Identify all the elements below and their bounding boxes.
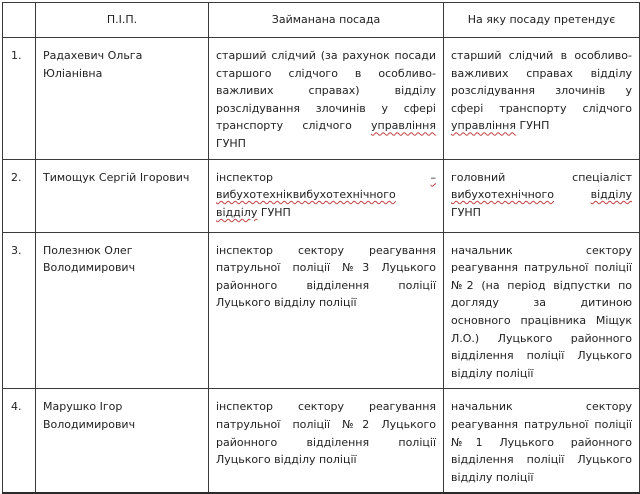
table-row: [3, 389, 640, 493]
text-run: інспектор: [216, 170, 431, 184]
applied-position-cell: [444, 159, 640, 232]
text-run: ГУНП: [257, 205, 291, 219]
misspelled-word: –: [430, 170, 436, 184]
current-position-cell: [209, 159, 444, 232]
text-run: начальник сектору реагування патрульної поліції №2 (на період відпустки по догляду за дитиною основного працівника Міщук Л.О.) Луцького районного відділення поліції Луцького відділу поліції: [451, 243, 632, 380]
row-number-cell: 4.: [3, 389, 36, 493]
text-run: головний спеціаліст: [451, 170, 632, 184]
current-position-cell: [209, 232, 444, 389]
header-number: [3, 3, 36, 38]
text-run: начальник сектору реагування патрульної поліції №1 Луцького районного відділення поліції Луцького відділу поліції: [451, 400, 632, 484]
header-applied-position: На яку посаду претендує: [444, 3, 640, 38]
misspelled-word: вибухотехніквибухотехнічного: [216, 188, 396, 202]
text-run: ГУНП: [516, 119, 550, 133]
table-row: [3, 38, 640, 160]
applied-position-cell: [444, 232, 640, 389]
table-row: [3, 159, 640, 232]
applied-position-cell: [444, 38, 640, 160]
current-position-cell: [209, 38, 444, 160]
text-run: старший слідчий в особливо-важливих справах відділу розслідування злочинів у сфері транспорту слідчого: [451, 49, 632, 115]
text-run: старший слідчий (за рахунок посади старшого слідчого в особливо-важливих справах) відділу розслідування злочинів у сфері транспорту слідчого: [216, 49, 436, 133]
misspelled-word: управління: [371, 119, 436, 133]
table-row: [3, 232, 640, 389]
text-run: інспектор сектору реагування патрульної поліції №3 Луцького районного відділення поліції Луцького відділу поліції: [216, 243, 436, 310]
person-name-cell: Тимощук Сергій Ігорович: [36, 159, 209, 232]
header-name: П.І.П.: [36, 3, 209, 38]
applied-position-cell: [444, 389, 640, 493]
table-header-row: [3, 3, 640, 38]
row-number-cell: 2.: [3, 159, 36, 232]
person-name-cell: Марушко Ігор Володимирович: [36, 389, 209, 493]
table-body: [3, 38, 640, 494]
misspelled-word: управління: [451, 119, 516, 133]
header-current-position: Займанана посада: [209, 3, 444, 38]
text-run: ГУНП: [216, 136, 246, 150]
misspelled-word: відділу: [590, 188, 632, 202]
text-run: [554, 188, 591, 201]
text-run: ГУНП: [451, 205, 481, 219]
row-number-cell: 3.: [3, 232, 36, 389]
misspelled-word: вибухотехнічного: [451, 188, 555, 202]
row-number-cell: 1.: [3, 38, 36, 160]
current-position-cell: [209, 389, 444, 493]
text-run: інспектор сектору реагування патрульної поліції №2 Луцького районного відділення поліції Луцького відділу поліції: [216, 400, 436, 467]
person-name-cell: Полезнюк Олег Володимирович: [36, 232, 209, 389]
misspelled-word: відділу: [216, 205, 258, 219]
person-name-cell: Радахевич Ольга Юліанівна: [36, 38, 209, 160]
candidates-table: [2, 2, 640, 494]
